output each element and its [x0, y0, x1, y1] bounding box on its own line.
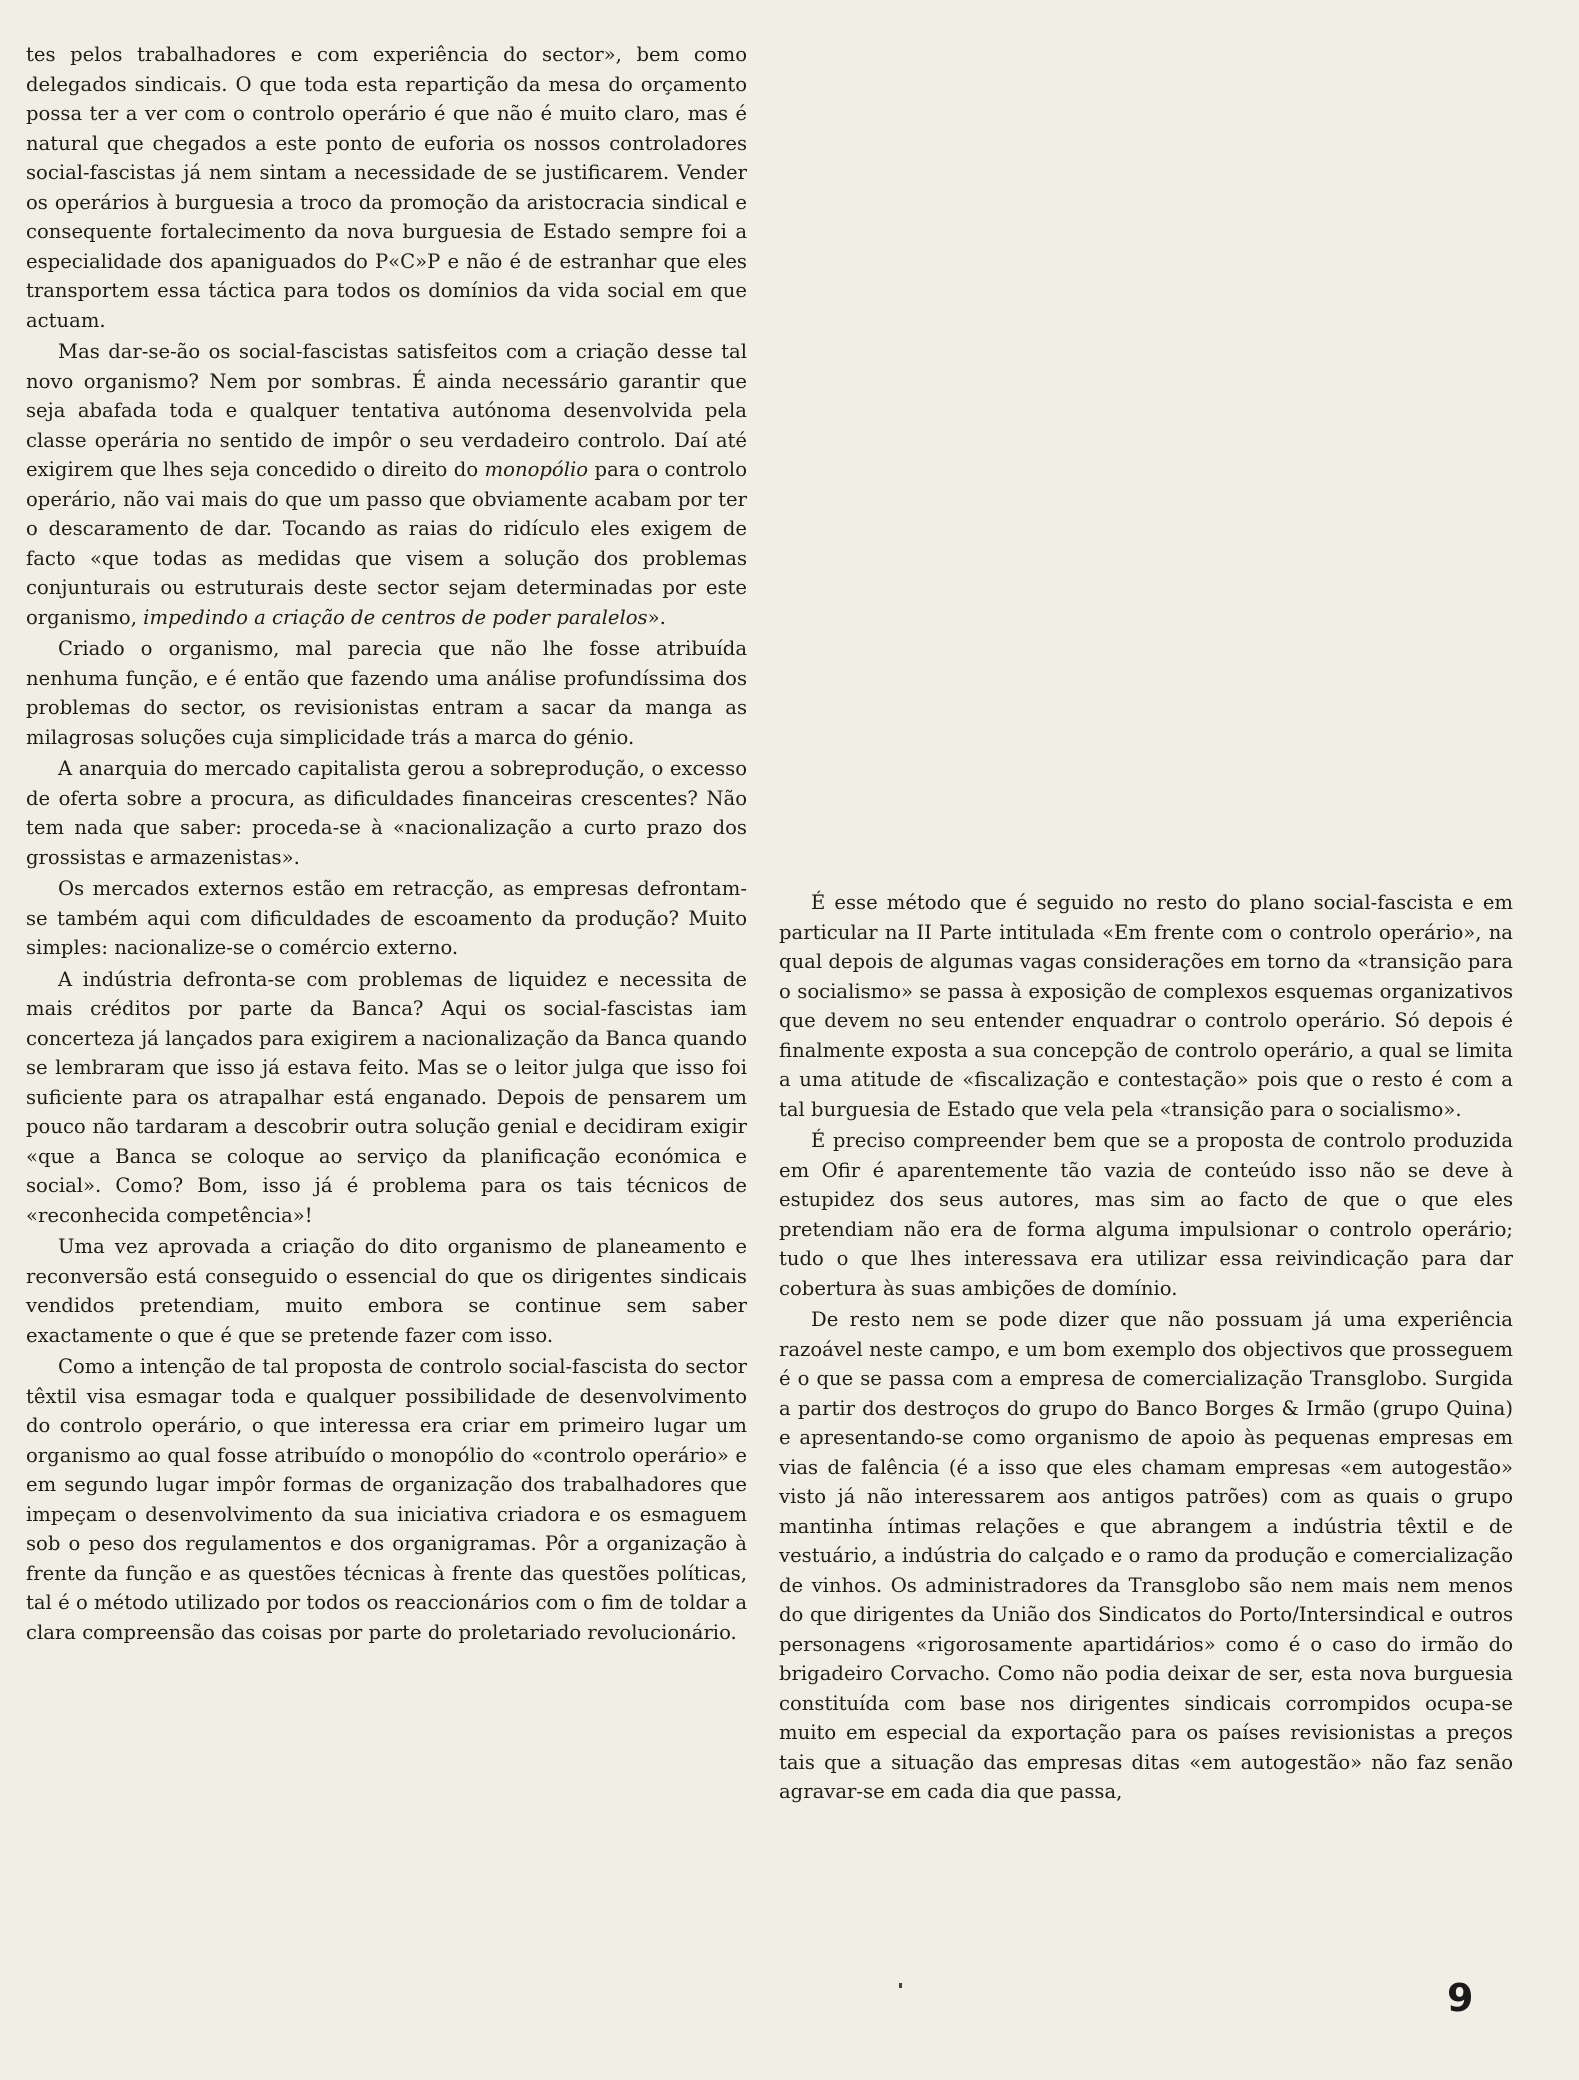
paragraph: A indústria defronta-se com problemas de liquidez e necessita de mais créditos por parte da Banca? Aqui os social-fascistas iam concerteza já lançados para exigirem a nacionalização da Banca quando se lembraram que isso já estava feito. Mas se o leitor julga que isso foi suficiente para os atrapalhar está enganado. Depois de pensarem um pouco não tardaram a descobrir outra solução genial e decidiram exigir «que a Banca se coloque ao serviço da planificação económica e social». Como? Bom, isso já é problema para os tais técnicos de «reconhecida competência»! — [26, 967, 747, 1227]
paragraph: Uma vez aprovada a criação do dito organismo de planeamento e reconversão está conseguido o essencial do que os dirigentes sindicais vendidos pretendiam, muito embora se continue sem saber exactamente o que é que se pretende fazer com isso. — [26, 1235, 747, 1347]
paragraph: É preciso compreender bem que se a proposta de controlo produzida em Ofir é aparentemente tão vazia de conteúdo isso não se deve à estupidez dos seus autores, mas sim ao facto de que o que eles pretendiam não era de forma alguma impulsionar o controlo operário; tudo o que lhes interessava era utilizar essa reivindicação para dar cobertura às suas ambições de domínio. — [779, 1129, 1513, 1300]
paragraph: Criado o organismo, mal parecia que não lhe fosse atribuída nenhuma função, e é então que fazendo uma análise profundíssima dos problemas do sector, os revisionistas entram a sacar da manga as milagrosas soluções cuja simplicidade trás a marca do génio. — [26, 637, 747, 749]
paragraph: A anarquia do mercado capitalista gerou a sobreprodução, o excesso de oferta sobre a procura, as dificuldades financeiras crescentes? Não tem nada que saber: proceda-se à «nacionalização a curto prazo dos grossistas e armazenistas». — [26, 757, 747, 869]
emphasis: impedindo a criação de centros de poder paralelos — [143, 605, 648, 629]
paragraph: Mas dar-se-ão os social-fascistas satisfeitos com a criação desse tal novo organismo? Nem por sombras. É ainda necessário garantir que seja abafada toda e qualquer tentativa autónoma desenvolvida pela classe operária no sentido de impôr o seu verdadeiro controlo. Daí até exigirem que lhes seja concedido o direito do monopólio para o controlo operário, não vai mais do que um passo que obviamente acabam por ter o descaramento de dar. Tocando as raias do ridículo eles exigem de facto «que todas as medidas que visem a solução dos problemas conjunturais ou estruturais deste sector sejam determinadas por este organismo, impedindo a criação de centros de poder paralelos». — [26, 340, 747, 629]
paragraph: Como a intenção de tal proposta de controlo social-fascista do sector têxtil visa esmagar toda e qualquer possibilidade de desenvolvimento do controlo operário, o que interessa era criar em primeiro lugar um organismo ao qual fosse atribuído o monopólio do «controlo operário» e em segundo lugar impôr formas de organização dos trabalhadores que impeçam o desenvolvimento da sua iniciativa criadora e os esmaguem sob o peso dos regulamentos e dos organigramas. Pôr a organização à frente da função e as questões técnicas à frente das questões políticas, tal é o método utilizado por todos os reaccionários com o fim de toldar a clara compreensão das coisas por parte do proletariado revolucionário. — [26, 1355, 747, 1644]
article-left-column — [26, 40, 747, 1647]
paragraph: tes pelos trabalhadores e com experiência do sector», bem como delegados sindicais. O que toda esta repartição da mesa do orçamento possa ter a ver com o controlo operário é que não é muito claro, mas é natural que chegados a este ponto de euforia os nossos controladores social-fascistas já nem sintam a necessidade de se justificarem. Vender os operários à burguesia a troco da promoção da aristocracia sindical e consequente fortalecimento da nova burguesia de Estado sempre foi a especialidade dos apaniguados do P«C»P e não é de estranhar que eles transportem essa táctica para todos os domínios da vida social em que actuam. — [26, 43, 747, 332]
page-number: 9 — [1447, 1976, 1474, 2020]
paragraph: É esse método que é seguido no resto do plano social-fascista e em particular na II Parte intitulada «Em frente com o controlo operário», na qual depois de algumas vagas considerações em torno da «transição para o socialismo» se passa à exposição de complexos esquemas organizativos que devem no seu entender enquadrar o controlo operário. Só depois é finalmente exposta a sua concepção de controlo operário, a qual se limita a uma atitude de «fiscalização e contestação» pois que o resto é com a tal burguesia de Estado que vela pela «transição para o socialismo». — [779, 891, 1513, 1121]
right-column-text — [779, 888, 1513, 1807]
emphasis: monopólio — [484, 458, 589, 481]
paragraph: Os mercados externos estão em retracção, as empresas defrontam-se também aqui com dificuldades de escoamento da produção? Muito simples: nacionalize-se o comércio externo. — [26, 877, 747, 959]
paragraph: De resto nem se pode dizer que não possuam já uma experiência razoável neste campo, e um bom exemplo dos objectivos que prosseguem é o que se passa com a empresa de comercialização Transglobo. Surgida a partir dos destroços do grupo do Banco Borges & Irmão (grupo Quina) e apresentando-se como organismo de apoio às pequenas empresas em vias de falência (é a isso que eles chamam empresas «em autogestão» visto já não interessarem aos antigos patrões) com as quais o grupo mantinha íntimas relações e que abrangem a indústria têxtil e de vestuário, a indústria do calçado e o ramo da produção e comercialização de vinhos. Os administradores da Transglobo são nem mais nem menos do que dirigentes da União dos Sindicatos do Porto/Intersindical e outros personagens «rigorosamente apartidários» como é o caso do irmão do brigadeiro Corvacho. Como não podia deixar de ser, esta nova burguesia constituída com base nos dirigentes sindicais corrompidos ocupa-se muito em especial da exportação para os países revisionistas a preços tais que a situação das empresas ditas «em autogestão» não faz senão agravar-se em cada dia que passa, — [779, 1308, 1513, 1803]
print-mark — [899, 1983, 902, 1988]
